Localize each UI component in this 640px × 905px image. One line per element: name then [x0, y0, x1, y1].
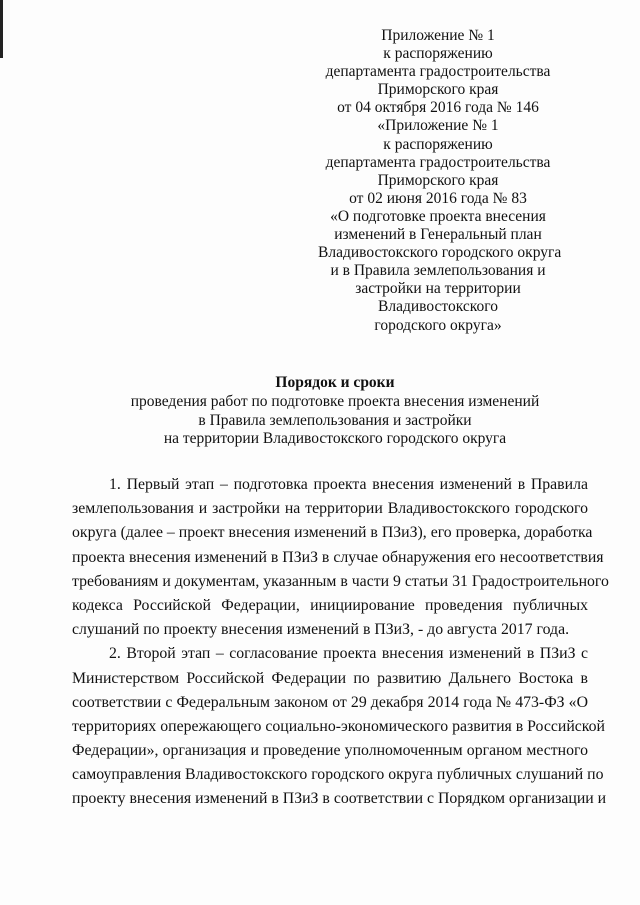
- title-line: на территории Владивостокского городского округа: [163, 430, 507, 448]
- header-line: от 02 июня 2016 года № 83: [349, 189, 527, 207]
- header-line: Приморского края: [377, 171, 499, 189]
- header-line: «О подготовке проекта внесения: [330, 207, 546, 225]
- title-line: в Правила землепользования и застройки: [198, 411, 472, 429]
- header-line: застройки на территории: [355, 280, 521, 298]
- header-line: изменений в Генеральный план: [334, 226, 542, 244]
- header-line: департамента градостроительства: [325, 63, 551, 81]
- paragraph-2: [72, 642, 607, 811]
- paragraph-1: [72, 473, 609, 642]
- header-line: от 04 октября 2016 года № 146: [337, 99, 539, 117]
- paragraph-line: землепользования и застройки на территории Владивостокского городского: [72, 500, 588, 518]
- header-line: Приложение № 1: [381, 27, 495, 44]
- paragraph-line: соответствии с Федеральным законом от 29 декабря 2014 года № 473-ФЗ «О: [72, 693, 588, 711]
- paragraph-line: требованиям и документам, указанным в части 9 статьи 31 Градостроительного: [72, 572, 609, 590]
- paragraph-line: самоуправления Владивостокского городского округа публичных слушаний по: [72, 766, 604, 784]
- paragraph-line: 2. Второй этап – согласование проекта внесения изменений в ПЗиЗ с: [109, 645, 588, 663]
- paragraph-line: проекта внесения изменений в ПЗиЗ в случае обнаружения его несоответствия: [72, 548, 604, 566]
- header-line: к распоряжению: [383, 135, 493, 153]
- paragraph-line: Федерации», организация и проведение уполномоченным органом местного: [72, 742, 588, 760]
- paragraph-line: слушаний по проекту внесения изменений в ПЗиЗ, - до августа 2017 года.: [72, 621, 570, 639]
- paragraph-line: проекту внесения изменений в ПЗиЗ в соответствии с Порядком организации и: [72, 790, 607, 808]
- document-title: [60, 374, 610, 449]
- paragraph-line: округа (далее – проект внесения изменений в ПЗиЗ), его проверка, доработка: [72, 524, 593, 542]
- header-line: Владивостокского городского округа: [318, 244, 562, 262]
- header-line: Приморского края: [377, 81, 499, 99]
- paragraph-line: кодекса Российской Федерации, инициирование проведения публичных: [72, 596, 588, 614]
- paragraph-line: Министерством Российской Федерации по развитию Дальнего Востока в: [72, 669, 588, 687]
- header-line: и в Правила землепользования и: [330, 262, 546, 280]
- title-line: проведения работ по подготовке проекта внесения изменений: [130, 392, 540, 410]
- title-heading: Порядок и сроки: [275, 374, 395, 391]
- document-body: [72, 473, 609, 812]
- appendix-header: [318, 27, 562, 335]
- header-line: «Приложение № 1: [377, 117, 499, 135]
- paragraph-line: территориях опережающего социально-экономического развития в Российской: [72, 717, 606, 735]
- header-line: к распоряжению: [383, 45, 493, 63]
- header-line: Владивостокского: [378, 298, 498, 316]
- paragraph-line: 1. Первый этап – подготовка проекта внесения изменений в Правила: [109, 476, 588, 493]
- header-line: департамента градостроительства: [325, 153, 551, 171]
- header-line: городского округа»: [374, 316, 502, 334]
- scan-edge-mark: [0, 0, 3, 58]
